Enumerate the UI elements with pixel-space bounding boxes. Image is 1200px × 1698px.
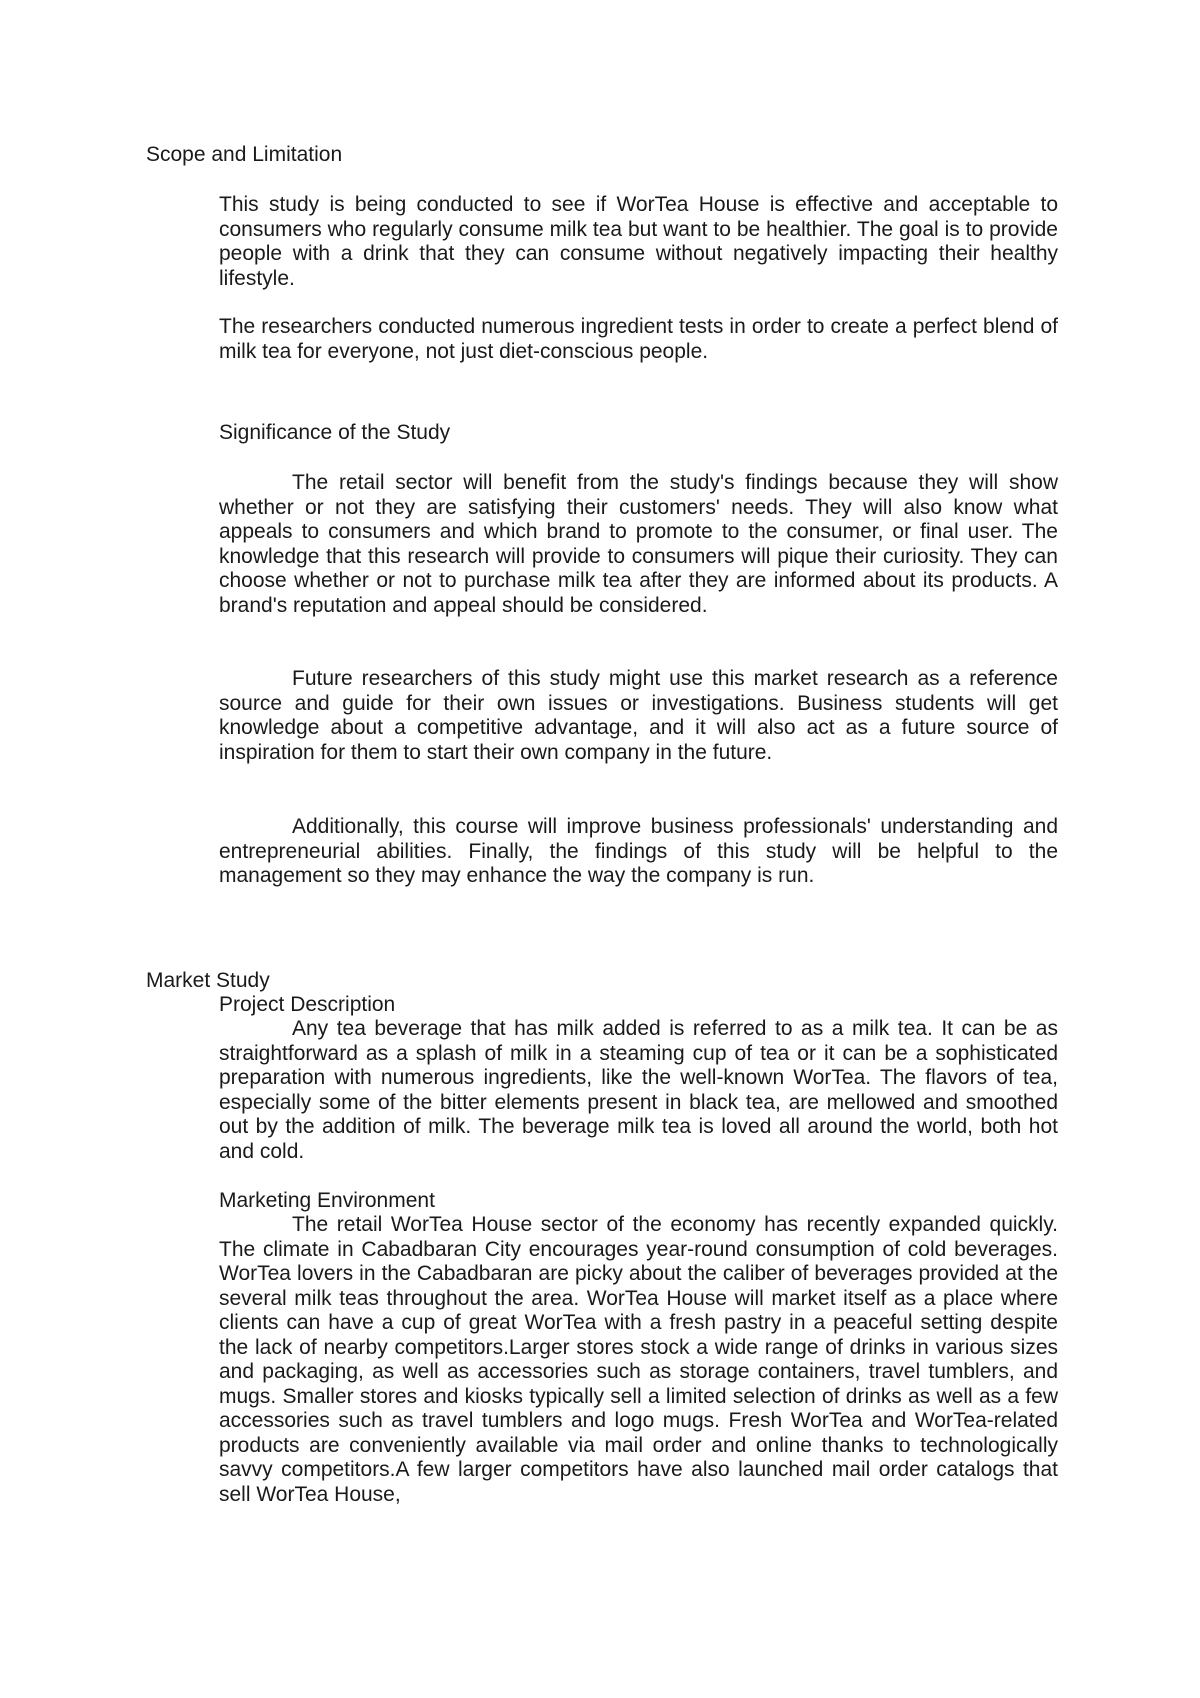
project-description-paragraph: Any tea beverage that has milk added is referred to as a milk tea. It can be as straightforward as a splash of milk in a steaming cup of tea or it can be a sophisticated preparation with numerous ingredients, like the well-known WorTea. The flavors of tea, especially some of the bitter elements present in black tea, are mellowed and smoothed out by the addition of milk. The beverage milk tea is loved all around the world, both hot and cold. bbox=[219, 1017, 1058, 1163]
scope-paragraph-1: This study is being conducted to see if WorTea House is effective and acceptable to consumers who regularly consume milk tea but want to be healthier. The goal is to provide people with a drink that they can consume without negatively impacting their healthy lifestyle. bbox=[219, 193, 1058, 290]
significance-heading: Significance of the Study bbox=[219, 421, 451, 444]
market-study-heading: Market Study bbox=[146, 969, 270, 992]
significance-paragraph-3: Additionally, this course will improve business professionals' understanding and entrepreneurial abilities. Finally, the findings of this study will be helpful to the management so they may enhance the way the company is run. bbox=[219, 815, 1058, 887]
scope-heading: Scope and Limitation bbox=[146, 143, 343, 166]
scope-paragraph-2: The researchers conducted numerous ingredient tests in order to create a perfect blend of milk tea for everyone, not just diet-conscious people. bbox=[219, 315, 1058, 363]
significance-paragraph-1: The retail sector will benefit from the study's findings because they will show whether or not they are satisfying their customers' needs. They will also know what appeals to consumers and which brand to promote to the consumer, or final user. The knowledge that this research will provide to consumers will pique their curiosity. They can choose whether or not to purchase milk tea after they are informed about its products. A brand's reputation and appeal should be considered. bbox=[219, 471, 1058, 617]
marketing-environment-paragraph: The retail WorTea House sector of the economy has recently expanded quickly. The climate in Cabadbaran City encourages year-round consumption of cold beverages. WorTea lovers in the Cabadbaran are picky about the caliber of beverages provided at the several milk teas throughout the area. WorTea House will market itself as a place where clients can have a cup of great WorTea with a fresh pastry in a peaceful setting despite the lack of nearby competitors.Larger stores stock a wide range of drinks in various sizes and packaging, as well as accessories such as storage containers, travel tumblers, and mugs. Smaller stores and kiosks typically sell a limited selection of drinks as well as a few accessories such as travel tumblers and logo mugs. Fresh WorTea and WorTea-related products are conveniently available via mail order and online thanks to technologically savvy competitors.A few larger competitors have also launched mail order catalogs that sell WorTea House, bbox=[219, 1213, 1058, 1506]
significance-paragraph-2: Future researchers of this study might use this market research as a reference source and guide for their own issues or investigations. Business students will get knowledge about a competitive advantage, and it will also act as a future source of inspiration for them to start their own company in the future. bbox=[219, 667, 1058, 764]
marketing-environment-heading: Marketing Environment bbox=[219, 1189, 435, 1212]
project-description-heading: Project Description bbox=[219, 993, 396, 1016]
